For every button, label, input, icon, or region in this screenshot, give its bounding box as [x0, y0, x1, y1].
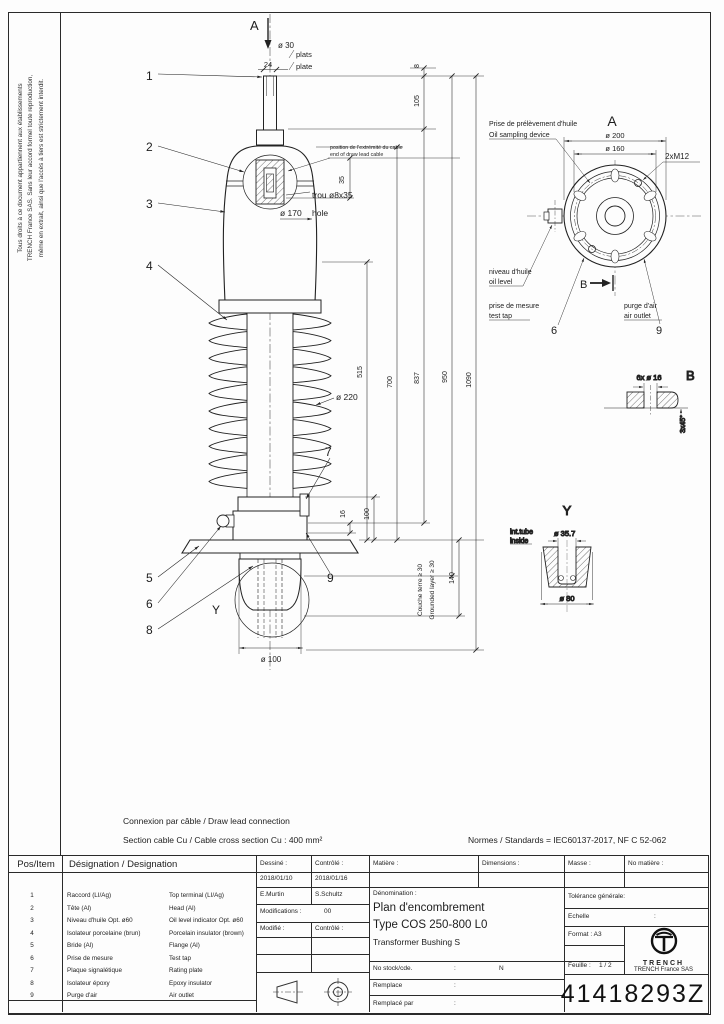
dim-140: 140 — [449, 572, 456, 584]
replaces-colon: : — [454, 982, 456, 989]
copyright-line: TRENCH France SAS. Sans leur accord formel toute reproduction, — [27, 74, 35, 262]
stock-label: No stock/cde. — [373, 965, 413, 972]
drawing-title-1: Plan d'encombrement — [373, 902, 485, 914]
holes-dim: 6x ø 16 — [636, 373, 662, 382]
section-a-label: A — [250, 18, 259, 33]
no-material-label: No matière : — [628, 860, 664, 867]
copyright-line: même en extrait, ainsi que l'accès à tiers est strictement interdit. — [37, 78, 45, 258]
hole-en: hole — [312, 208, 329, 218]
part-pos: 9 — [30, 992, 34, 999]
title-block — [8, 855, 709, 1014]
standards-note: Normes / Standards = IEC60137-2017, NF C 52-062 — [468, 835, 667, 845]
part-fr: Tête (Al) — [67, 905, 92, 912]
dia170-dim: ø 170 — [280, 208, 302, 218]
pos-item-header: Pos/Item — [17, 859, 55, 870]
part-fr: Purge d'air — [67, 992, 98, 999]
pos-2: 2 — [146, 140, 153, 154]
top-terminal — [264, 76, 277, 130]
tolerance-label: Tolérance générale: — [568, 893, 626, 900]
dia80-dim: ø 80 — [559, 594, 575, 603]
projection-cone-icon — [273, 980, 307, 1004]
epoxy-insulator — [239, 559, 301, 610]
test-tap-fr: prise de mesure — [489, 303, 540, 310]
company-name: TRENCH France SAS — [633, 967, 693, 973]
part-pos: 8 — [30, 980, 34, 987]
oil-level-en: oil level — [489, 279, 513, 286]
dia160-dim: ø 160 — [605, 144, 625, 153]
part-fr: Raccord (LI/Ag) — [67, 892, 112, 899]
part-en: Head (Al) — [169, 905, 196, 912]
dim-35: 35 — [339, 176, 346, 184]
view-a-title: A — [607, 113, 617, 129]
scale-label: Echelle — [568, 913, 590, 920]
replaces-label: Remplace — [373, 982, 403, 989]
drawing-title-2: Type COS 250-800 L0 — [373, 919, 488, 931]
replaced-by-label: Remplacé par — [373, 1000, 414, 1007]
part-fr: Niveau d'huile Opt. ø60 — [67, 917, 133, 924]
sheet-label: Feuille : — [568, 962, 591, 969]
dia357-dim: ø 35.7 — [554, 529, 576, 538]
part-en: Top terminal (LI/Ag) — [169, 892, 224, 899]
int-tube-fr: int.tube — [510, 529, 533, 536]
test-tap-en: test tap — [489, 313, 512, 320]
flange — [182, 540, 358, 553]
sheet-value: 1 / 2 — [599, 962, 612, 969]
material-label: Matière : — [373, 860, 399, 867]
checked-by: S.Schultz — [315, 891, 343, 898]
terminal-collar — [257, 130, 284, 145]
dim-515: 515 — [357, 366, 364, 378]
format-label: Format : A3 — [568, 931, 602, 938]
stock-value: N — [499, 965, 504, 972]
plats-label: plats — [296, 50, 312, 59]
pos-6: 6 — [146, 597, 153, 611]
drawn-date: 2018/01/10 — [260, 875, 293, 882]
part-pos: 2 — [30, 905, 34, 912]
hole-fr: trou ø8x35 — [312, 190, 353, 200]
trench-logo-icon — [650, 927, 678, 955]
dia220-dim: ø 220 — [336, 392, 358, 402]
rating-plate — [300, 494, 309, 516]
test-tap — [217, 515, 229, 527]
grounded-layer-en: Grounded layer ≥ 30 — [429, 560, 436, 620]
dim-837: 837 — [414, 372, 421, 384]
dim-24: 24 — [263, 60, 273, 69]
air-outlet-en: air outlet — [624, 313, 651, 320]
part-en: Oil level indicator Opt. ø60 — [169, 917, 244, 924]
part-pos: 5 — [30, 942, 34, 949]
logo-text: TRENCH — [642, 960, 685, 967]
dim-950: 950 — [442, 371, 449, 383]
modified-label: Modifié : — [260, 925, 285, 932]
dim-105: 105 — [414, 95, 421, 107]
dim-16: 16 — [340, 510, 347, 518]
part-fr: Isolateur porcelaine (brun) — [67, 930, 141, 937]
projection-circle-icon — [323, 977, 353, 1007]
denomination-label: Dénomination : — [373, 890, 417, 897]
part-en: Air outlet — [169, 992, 194, 999]
lower-housing — [233, 511, 307, 540]
chamfer-dim: 3x45° — [680, 415, 687, 433]
top-view-a — [489, 137, 703, 325]
part-en: Epoxy insulator — [169, 980, 213, 987]
mass-label: Masse : — [568, 860, 591, 867]
dia30-dim: ø 30 — [278, 41, 295, 50]
part-pos: 1 — [30, 892, 34, 899]
oil-sampling-fr: Prise de prélèvement d'huile — [489, 121, 578, 128]
section-b-label: B — [580, 279, 588, 291]
drawing-number: 41418293Z — [560, 979, 706, 1008]
part-pos: 3 — [30, 917, 34, 924]
pos-7: 7 — [325, 445, 332, 459]
part-en: Rating plate — [169, 967, 203, 974]
stock-colon: : — [454, 965, 456, 972]
cable-section-note: Section cable Cu / Cable cross section Cu : 400 mm² — [123, 835, 323, 845]
part-en: Test tap — [169, 955, 192, 962]
part-en: Flange (Al) — [169, 942, 200, 949]
pos-6-ref: 6 — [551, 325, 558, 337]
oil-sampling-en: Oil sampling device — [489, 132, 550, 139]
plate-label: plate — [296, 62, 313, 71]
part-pos: 4 — [30, 930, 34, 937]
modifications-label: Modifications : — [260, 908, 302, 915]
part-en: Porcelain insulator (brown) — [169, 930, 244, 937]
dim-8: 8 — [414, 64, 421, 68]
connection-note: Connexion par câble / Draw lead connection — [123, 816, 290, 826]
designation-header: Désignation / Designation — [69, 859, 178, 870]
replaced-by-colon: : — [454, 1000, 456, 1007]
scale-colon: : — [654, 913, 656, 920]
part-fr: Plaque signalétique — [67, 967, 122, 974]
grounded-layer-fr: Couche terre ≥ 30 — [417, 564, 424, 616]
detail-b-title: B — [686, 368, 695, 383]
section-a-arrow — [265, 40, 272, 49]
part-pos: 6 — [30, 955, 34, 962]
cable-end-en: end of draw lead cable — [330, 152, 384, 158]
cable-end-fr: position de l'extrémité du cable — [330, 145, 403, 151]
int-tube-en: inside — [510, 538, 529, 545]
pos-9-ref: 9 — [656, 325, 663, 337]
dia100-dim: ø 100 — [260, 655, 282, 664]
dim-700: 700 — [387, 376, 394, 388]
head-lip — [219, 300, 321, 313]
detail-y-title: Y — [562, 503, 572, 518]
pos-1: 1 — [146, 69, 153, 83]
m12-dim: 2xM12 — [665, 152, 690, 161]
drawing-title-3: Transformer Bushing S — [373, 937, 461, 947]
company-logo — [618, 927, 709, 973]
detail-y-ref: Y — [212, 603, 221, 617]
section-detail-b — [604, 368, 695, 434]
copyright-line: Tous droits à ce document appartiennent aux établissements — [17, 83, 24, 253]
drawn-by: E.Murtin — [260, 891, 285, 898]
checked-date: 2018/01/16 — [315, 875, 348, 882]
part-fr: Isolateur époxy — [67, 980, 110, 987]
modified-checked-label: Contrôlé : — [315, 925, 344, 932]
modifications-value: 00 — [324, 908, 332, 915]
checked-label: Contrôlé : — [315, 860, 344, 867]
detail-y — [510, 503, 594, 612]
air-outlet-fr: purge d'air — [624, 303, 657, 310]
part-pos: 7 — [30, 967, 34, 974]
pos-9: 9 — [327, 571, 334, 585]
dia200-dim: ø 200 — [605, 131, 625, 140]
dim-100: 100 — [364, 508, 371, 520]
part-fr: Bride (Al) — [67, 942, 94, 949]
oil-level-fr: niveau d'huile — [489, 269, 532, 276]
lower-housing-upper — [238, 497, 302, 511]
pos-5: 5 — [146, 571, 153, 585]
dimensions-label: Dimensions : — [482, 860, 520, 867]
part-fr: Prise de mesure — [67, 955, 113, 962]
pos-3: 3 — [146, 197, 153, 211]
pos-4: 4 — [146, 259, 153, 273]
drawn-label: Dessiné : — [260, 860, 288, 867]
pos-8: 8 — [146, 623, 153, 637]
dim-1090: 1090 — [466, 372, 473, 388]
projection-symbol — [256, 972, 369, 1012]
